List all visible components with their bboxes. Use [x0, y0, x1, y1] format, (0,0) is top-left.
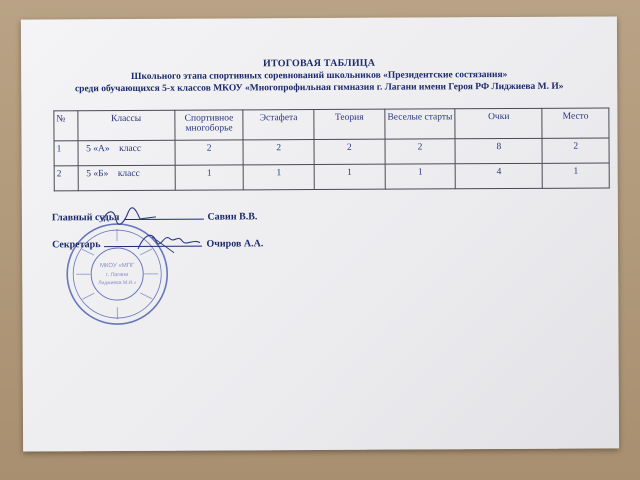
table-row — [54, 138, 609, 166]
cell-mnogoborie: 1 — [175, 165, 244, 190]
stamp-text-bottom: Лиджиева М.И.» — [98, 279, 137, 287]
secretary-name: Очиров А.А. — [206, 238, 264, 250]
col-estafeta: Эстафета — [243, 110, 314, 140]
document-header — [21, 56, 617, 94]
chief-judge-name: Савин В.В. — [207, 211, 258, 223]
cell-estafeta: 2 — [243, 140, 314, 165]
cell-class: 5 «Б» класс — [78, 165, 175, 191]
judge-handwritten-signature-icon — [100, 205, 160, 227]
col-classes: Классы — [77, 110, 174, 141]
document-title: ИТОГОВАЯ ТАБЛИЦА — [263, 57, 376, 70]
cell-number: 2 — [54, 166, 78, 191]
col-ochki: Очки — [455, 108, 542, 138]
col-number: № — [54, 111, 78, 141]
col-teoriya: Теория — [314, 109, 385, 139]
document-subtitle: Школьного этапа спортивных соревнований школьников «Президентские состязания» — [130, 70, 508, 82]
stamp-text-top: МКОУ «МПГ — [99, 262, 135, 270]
cell-teoriya: 1 — [314, 164, 385, 189]
cell-class: 5 «А» класс — [78, 140, 175, 166]
col-starty: Веселые старты — [385, 109, 456, 139]
document-sheet — [21, 16, 619, 451]
stamp-text-mid: г. Лагани — [106, 272, 129, 279]
document-subtitle-2: среди обучающихся 5-х классов МКОУ «Многопрофильная гимназия г. Лагани имени Героя РФ Лиджиева М. И» — [74, 81, 564, 95]
secretary-handwritten-signature-icon — [134, 229, 204, 257]
cell-teoriya: 2 — [314, 139, 385, 164]
cell-ochki: 4 — [455, 163, 542, 188]
col-mnogoborie: Спортивное многоборье — [175, 110, 244, 140]
cell-number: 1 — [54, 141, 78, 166]
cell-mesto: 2 — [542, 138, 609, 163]
cell-estafeta: 1 — [244, 165, 315, 190]
secretary-label: Секретарь — [52, 239, 101, 251]
cell-starty: 2 — [385, 139, 456, 164]
chief-judge-label: Главный судья — [51, 212, 120, 224]
col-mesto: Место — [542, 108, 609, 138]
table-row — [54, 163, 609, 191]
results-table — [53, 107, 609, 191]
cell-ochki: 8 — [455, 138, 542, 163]
cell-mesto: 1 — [542, 163, 609, 188]
cell-mnogoborie: 2 — [175, 140, 244, 165]
cell-starty: 1 — [385, 164, 456, 189]
table-header-row — [54, 108, 609, 141]
